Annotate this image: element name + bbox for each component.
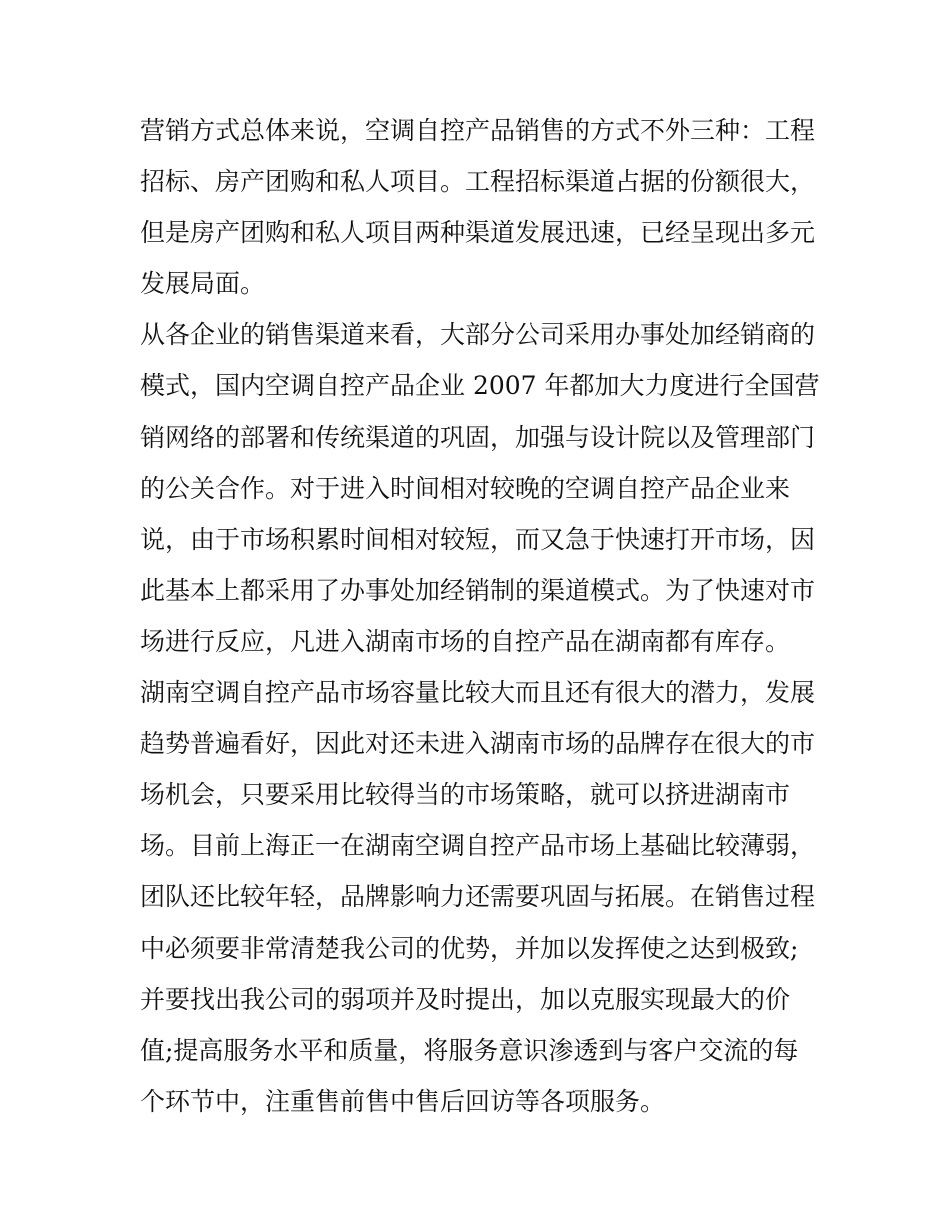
text-line: 趋势普遍看好，因此对还未进入湖南市场的品牌存在很大的市	[140, 729, 816, 759]
text-line: 团队还比较年轻，品牌影响力还需要巩固与拓展。在销售过程	[140, 882, 816, 912]
text-line: 值;提高服务水平和质量，将服务意识渗透到与客户交流的每	[140, 1035, 799, 1065]
text-line: 发展局面。	[140, 269, 266, 299]
text-line: 模式，国内空调自控产品企业 2007 年都加大力度进行全国营	[140, 371, 820, 401]
text-line: 场。目前上海正一在湖南空调自控产品市场上基础比较薄弱，	[140, 831, 816, 861]
text-line: 场进行反应，凡进入湖南市场的自控产品在湖南都有库存。	[140, 626, 791, 656]
text-line: 销网络的部署和传统渠道的巩固，加强与设计院以及管理部门	[140, 422, 816, 452]
text-line: 并要找出我公司的弱项并及时提出，加以克服实现最大的价	[140, 984, 791, 1014]
text-line: 个环节中，注重售前售中售后回访等各项服务。	[140, 1086, 666, 1116]
text-line: 营销方式总体来说，空调自控产品销售的方式不外三种：工程	[140, 116, 816, 145]
text-line: 湖南空调自控产品市场容量比较大而且还有很大的潜力，发展	[140, 678, 816, 708]
text-line: 招标、房产团购和私人项目。工程招标渠道占据的份额很大，	[140, 167, 816, 197]
text-line: 场机会，只要采用比较得当的市场策略，就可以挤进湖南市	[140, 780, 791, 810]
text-line: 此基本上都采用了办事处加经销制的渠道模式。为了快速对市	[140, 575, 816, 605]
text-line: 的公关合作。对于进入时间相对较晚的空调自控产品企业来	[140, 473, 791, 503]
text-line: 但是房产团购和私人项目两种渠道发展迅速，已经呈现出多元	[140, 218, 816, 248]
text-line: 从各企业的销售渠道来看，大部分公司采用办事处加经销商的	[140, 320, 816, 350]
body-text	[140, 108, 820, 1130]
text-line: 说，由于市场积累时间相对较短，而又急于快速打开市场，因	[140, 524, 816, 554]
text-line: 中必须要非常清楚我公司的优势，并加以发挥使之达到极致;	[140, 933, 799, 963]
